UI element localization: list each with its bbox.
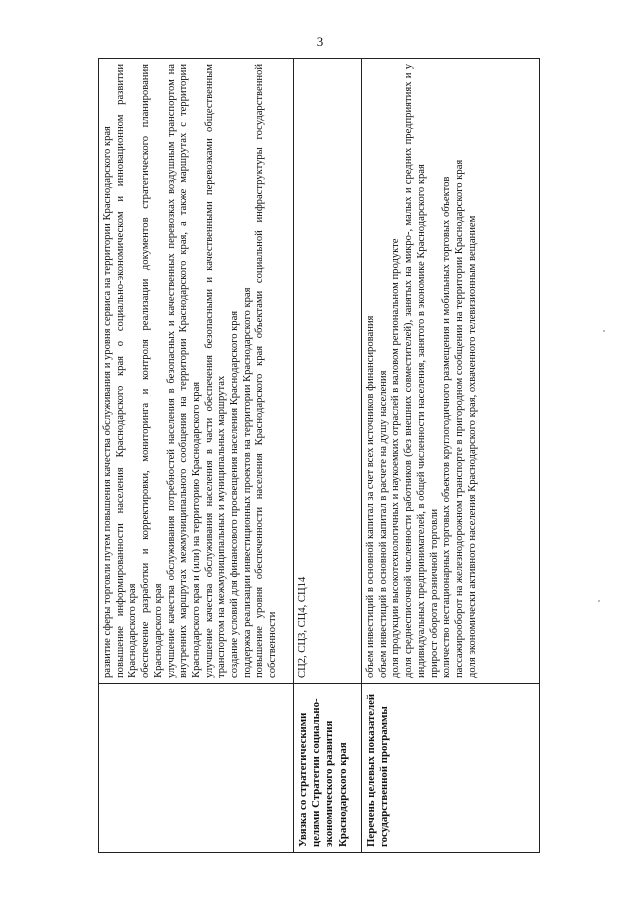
list-item: СЦ2, СЦ3, СЦ4, СЦ14 (297, 576, 308, 678)
list-item: доля продукции высокотехнологичных и наукоемких отраслей в валовом региональном продукте (390, 238, 402, 678)
scan-mark (603, 330, 605, 332)
table-row (362, 59, 540, 853)
row-header: Увязка со стратегическими целями Стратегии социально-экономического развития Краснодарского края (294, 684, 362, 853)
list-item: повышение уровня обеспеченности населения Краснодарского края объектами социальной инфраструктуры государственной собственности (254, 64, 279, 678)
list-item: улучшение качества обслуживания населения в части обеспечения безопасными и качественными перевозками общественным транспортом на межмуниципальных и муниципальных маршрутах (203, 64, 228, 678)
list-item: объем инвестиций в основной капитал в расчете на душу населения (377, 370, 389, 678)
list-item: объем инвестиций в основной капитал за счет всех источников финансирования (365, 315, 376, 678)
list-item: пассажирооборот на железнодорожном транспорте в пригородном сообщении на территории Краснодарского края (453, 159, 465, 678)
list-item: поддержка реализации инвестиционных проектов на территории Краснодарского края (241, 287, 253, 678)
row-header: Перечень целевых показателей государственной программы (362, 684, 540, 853)
list-item: создание условий для финансового просвещения населения Краснодарского края (229, 310, 241, 678)
row-content (362, 59, 540, 684)
list-item: улучшение качества обслуживания потребностей населения в безопасных и качественных перевозках воздушным транспортом на внутренних маршрутах межмуниципального сообщения на территории Краснодарского края, а также маршрутах с территории Краснодарского края и (или) на территорию Краснодарского края (165, 64, 202, 678)
list-item: развитие сферы торговли путем повышения качества обслуживания и уровня сервиса на территории Краснодарского края (102, 126, 113, 678)
list-item: повышение информированности населения Краснодарского края о социально-экономическом и инновационном развитии Краснодарского края (114, 64, 139, 678)
list-item: обеспечение разработки и корректировки, мониторинга и контроля реализации документов стратегического планирования Краснодарского края (140, 64, 164, 678)
rotated-table-wrapper (98, 58, 540, 853)
table-row (99, 59, 294, 853)
list-item: доля среднесписочной численности работников (без внешних совместителей), занятых на микро-, малых и средних предприятиях и у индивидуальных предпринимателей, в общей численности населения, занятого в экономике Краснодарского края (403, 64, 427, 678)
program-passport-table (98, 58, 540, 853)
table-row (294, 59, 362, 853)
list-item: доля экономически активного населения Краснодарского края, охваченного телевизионным вещанием (466, 215, 478, 678)
row-content (99, 59, 294, 684)
scan-mark (598, 600, 600, 602)
list-item: прирост оборота розничной торговли (428, 508, 440, 678)
page-number: 3 (316, 34, 324, 49)
row-content (294, 59, 362, 684)
list-item: количество нестационарных торговых объектов круглогодичного размещения и мобильных торговых объектов (441, 176, 453, 678)
row-header (99, 684, 294, 853)
